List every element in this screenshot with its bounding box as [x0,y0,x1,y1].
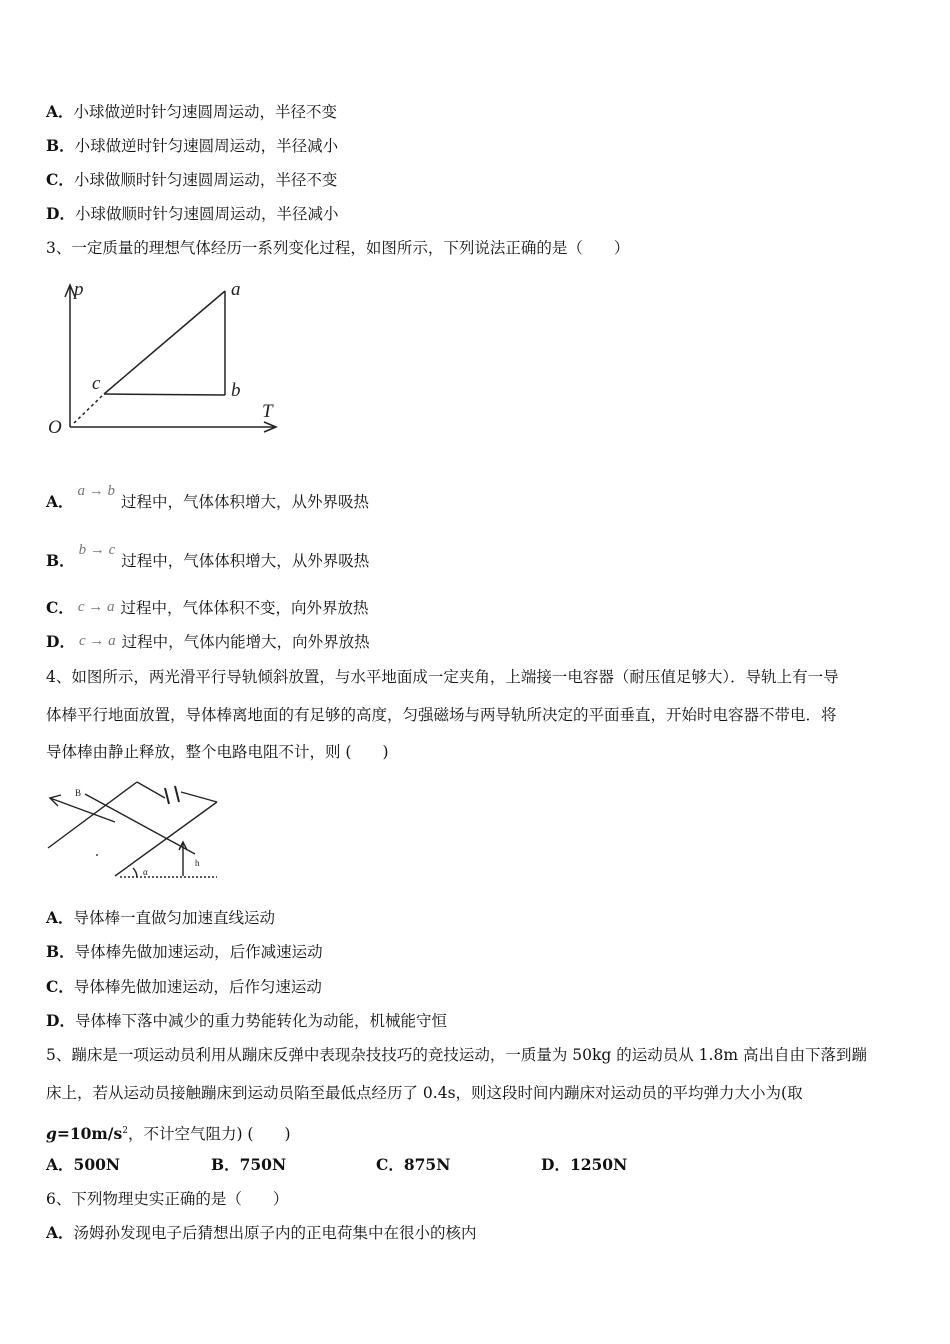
rail-lower [115,802,217,876]
q5-stem-line-3: $g=10m/s^2$，不计空气阻力) ( ) [46,1124,291,1144]
conductor-rod [85,794,195,854]
point-b-label: b [231,380,241,401]
q4-option-b: B．导体棒先做加速运动，后作减速运动 [46,942,323,961]
q3-option-b: B．b → c过程中，气体体积增大，从外界吸热 [46,542,370,570]
p-label: p [74,279,84,300]
q3-pT-diagram [40,275,290,440]
q3-option-c: C． c → a 过程中，气体体积不变，向外界放热 [46,598,369,617]
q4-option-d: D．导体棒下落中减少的重力势能转化为动能，机械能守恒 [46,1011,447,1030]
wire-top-left [137,782,165,798]
angle-arc [133,868,137,877]
q5-stem-line-2: 床上，若从运动员接触蹦床到运动员陷至最低点经历了 0.4s，则这段时间内蹦床对运动员的平均弹力大小为(取 [46,1084,803,1102]
q5-stem-line-1: 5、蹦床是一项运动员利用从蹦床反弹中表现杂技技巧的竞技运动，一质量为 50kg 的运动员从 1.8m 高出自由下落到蹦 [46,1046,867,1064]
dashed-to-origin [74,394,104,423]
q4-option-c: C．导体棒先做加速运动，后作匀速运动 [46,977,322,996]
line-c-a [104,291,225,394]
point-a-label: a [231,279,241,300]
q5-option-a: A．500N [46,1155,121,1174]
q2-option-c: C．小球做顺时针匀速圆周运动，半径不变 [46,170,338,189]
q2-option-a: A．小球做逆时针匀速圆周运动，半径不变 [46,102,338,121]
field-line [50,798,115,822]
q4-rail-capacitor-diagram [45,780,225,888]
q6-option-a: A．汤姆孙发现电子后猜想出原子内的正电荷集中在很小的核内 [46,1223,477,1242]
q2-option-b: B．小球做逆时针匀速圆周运动，半径减小 [46,136,339,155]
q3-option-a: A．a → b过程中，气体体积增大，从外界吸热 [46,483,370,511]
height-label: h [195,858,200,868]
field-label: B [75,788,82,798]
q5-option-d: D．1250N [541,1155,628,1174]
line-b-c [104,394,225,395]
q3-stem: 3、一定质量的理想气体经历一系列变化过程，如图所示，下列说法正确的是（ ） [46,239,630,257]
q3-option-d: D． c → a 过程中，气体内能增大，向外界放热 [46,632,370,651]
q5-option-c: C．875N [376,1155,451,1174]
wire-top-right [181,792,217,802]
capacitor-plate-2 [175,786,179,802]
q2-option-d: D．小球做顺时针匀速圆周运动，半径减小 [46,204,339,223]
q5-option-b: B．750N [211,1155,287,1174]
capacitor-plate-1 [165,788,169,804]
q4-stem-line-3: 导体棒由静止释放，整个电路电阻不计，则 ( ) [46,743,389,761]
angle-label: α [143,867,148,877]
q4-stem-line-2: 体棒平行地面放置，导体棒离地面的有足够的高度，匀强磁场与两导轨所决定的平面垂直，开始时电容器不带电．将 [46,706,837,724]
q4-option-a: A．导体棒一直做匀加速直线运动 [46,908,276,927]
q6-stem: 6、下列物理史实正确的是（ ） [46,1190,289,1208]
origin-label: O [48,417,62,438]
q4-stem-line-1: 4、如图所示，两光滑平行导轨倾斜放置，与水平地面成一定夹角，上端接一电容器（耐压值足够大）．导轨上有一导 [46,668,839,686]
point-c-label: c [92,373,101,394]
T-label: T [262,401,273,422]
